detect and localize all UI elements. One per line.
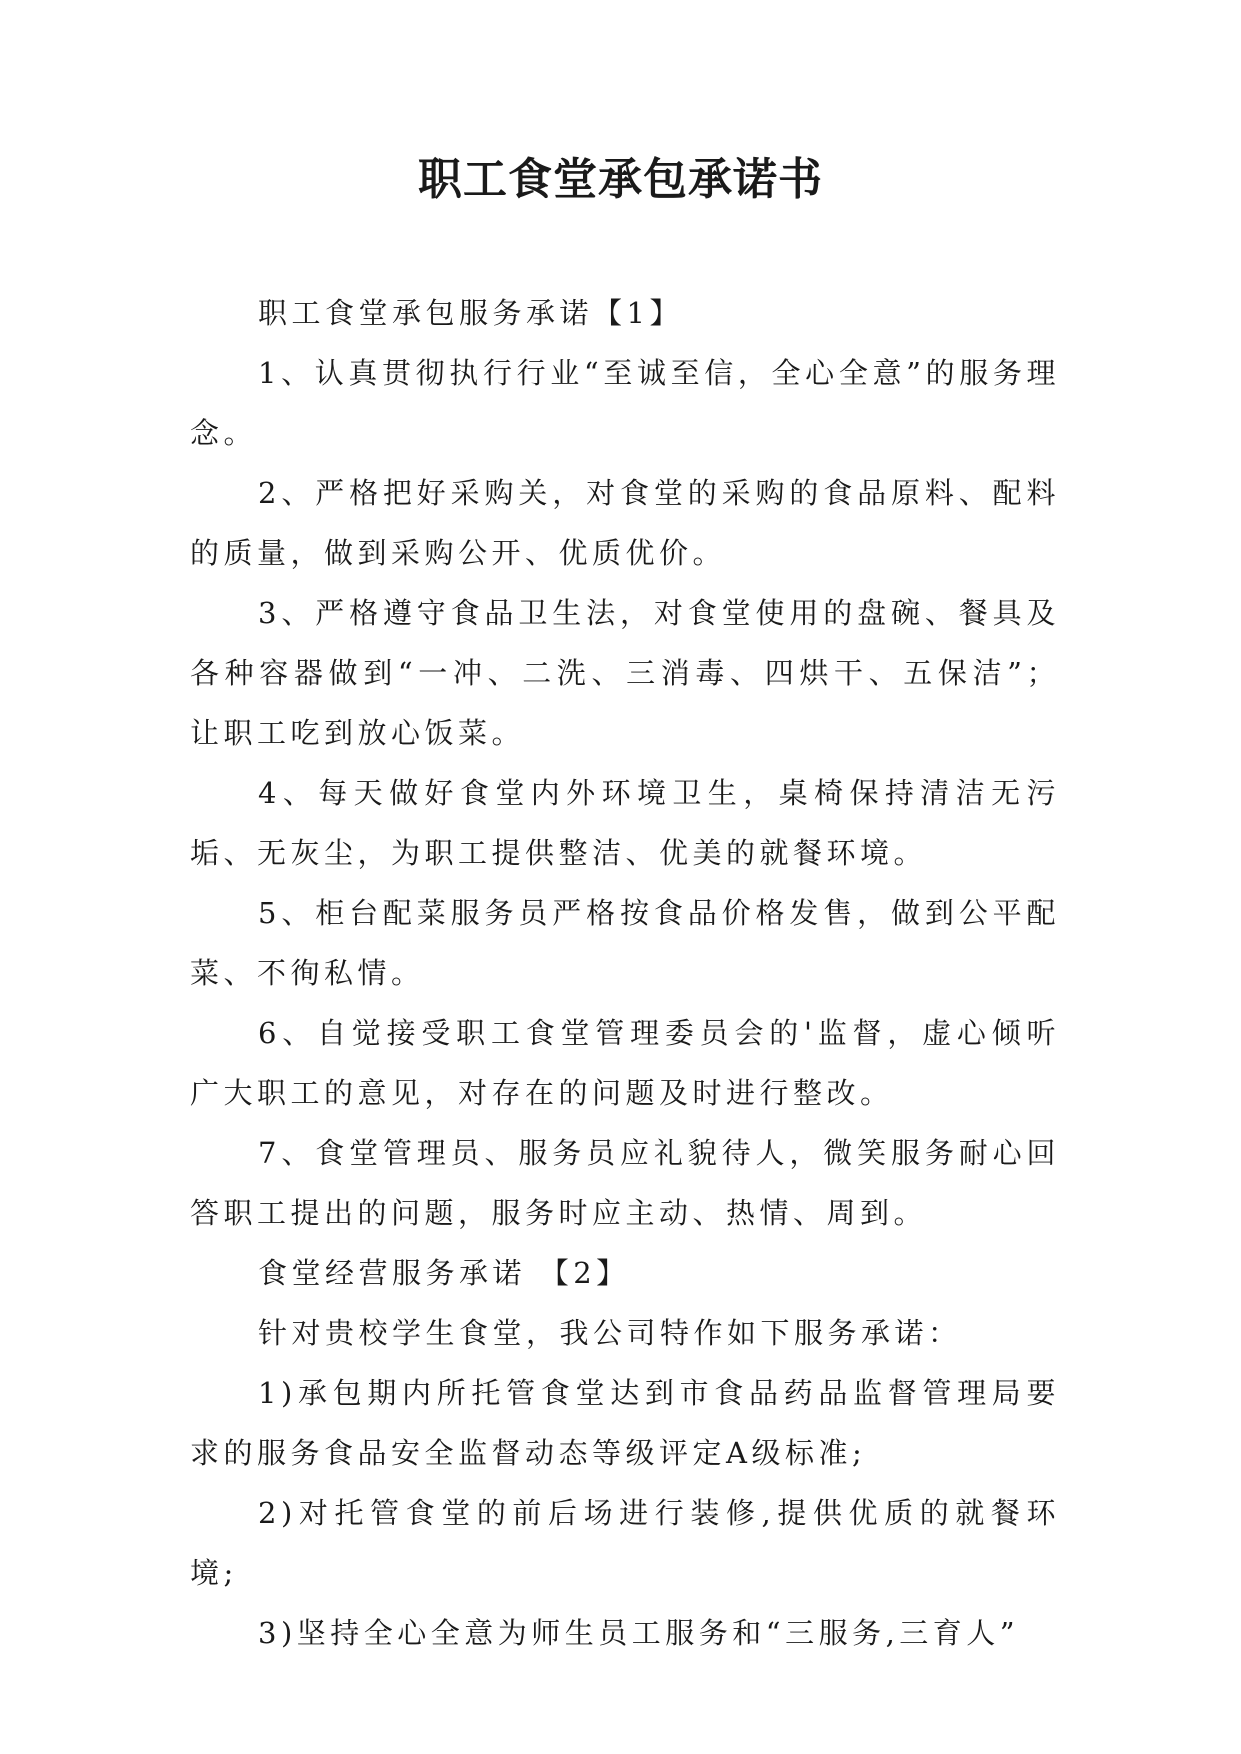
paragraph-item-5: 5、柜台配菜服务员严格按食品价格发售，做到公平配菜、不徇私情。 — [190, 896, 1060, 990]
paragraph-item-7: 7、食堂管理员、服务员应礼貌待人，微笑服务耐心回答职工提出的问题，服务时应主动、热情、周到。 — [190, 1136, 1060, 1230]
paragraph-commitment-1: 1)承包期内所托管食堂达到市食品药品监督管理局要求的服务食品安全监督动态等级评定A级标准; — [190, 1376, 1060, 1470]
paragraph-item-2: 2、严格把好采购关，对食堂的采购的食品原料、配料的质量，做到采购公开、优质优价。 — [190, 476, 1060, 570]
paragraph-intro: 针对贵校学生食堂，我公司特作如下服务承诺： — [258, 1316, 962, 1350]
paragraph-item-6: 6、自觉接受职工食堂管理委员会的'监督，虚心倾听广大职工的意见，对存在的问题及时进行整改。 — [190, 1016, 1060, 1110]
paragraph-heading-2: 食堂经营服务承诺 【2】 — [258, 1256, 630, 1290]
paragraph-item-1: 1、认真贯彻执行行业“至诚至信，全心全意”的服务理念。 — [190, 356, 1060, 450]
paragraph-item-3: 3、严格遵守食品卫生法，对食堂使用的盘碗、餐具及各种容器做到“一冲、二洗、三消毒、四烘干、五保洁”；让职工吃到放心饭菜。 — [190, 596, 1060, 750]
paragraph-commitment-2: 2)对托管食堂的前后场进行装修,提供优质的就餐环境; — [190, 1496, 1060, 1590]
document-body — [190, 283, 1060, 1663]
paragraph-heading-1: 职工食堂承包服务承诺【1】 — [258, 296, 683, 330]
document-title: 职工食堂承包承诺书 — [418, 154, 823, 205]
paragraph-item-4: 4、每天做好食堂内外环境卫生，桌椅保持清洁无污垢、无灰尘，为职工提供整洁、优美的就餐环境。 — [190, 776, 1060, 870]
paragraph-commitment-3: 3)坚持全心全意为师生员工服务和“三服务,三育人” — [258, 1616, 1020, 1650]
